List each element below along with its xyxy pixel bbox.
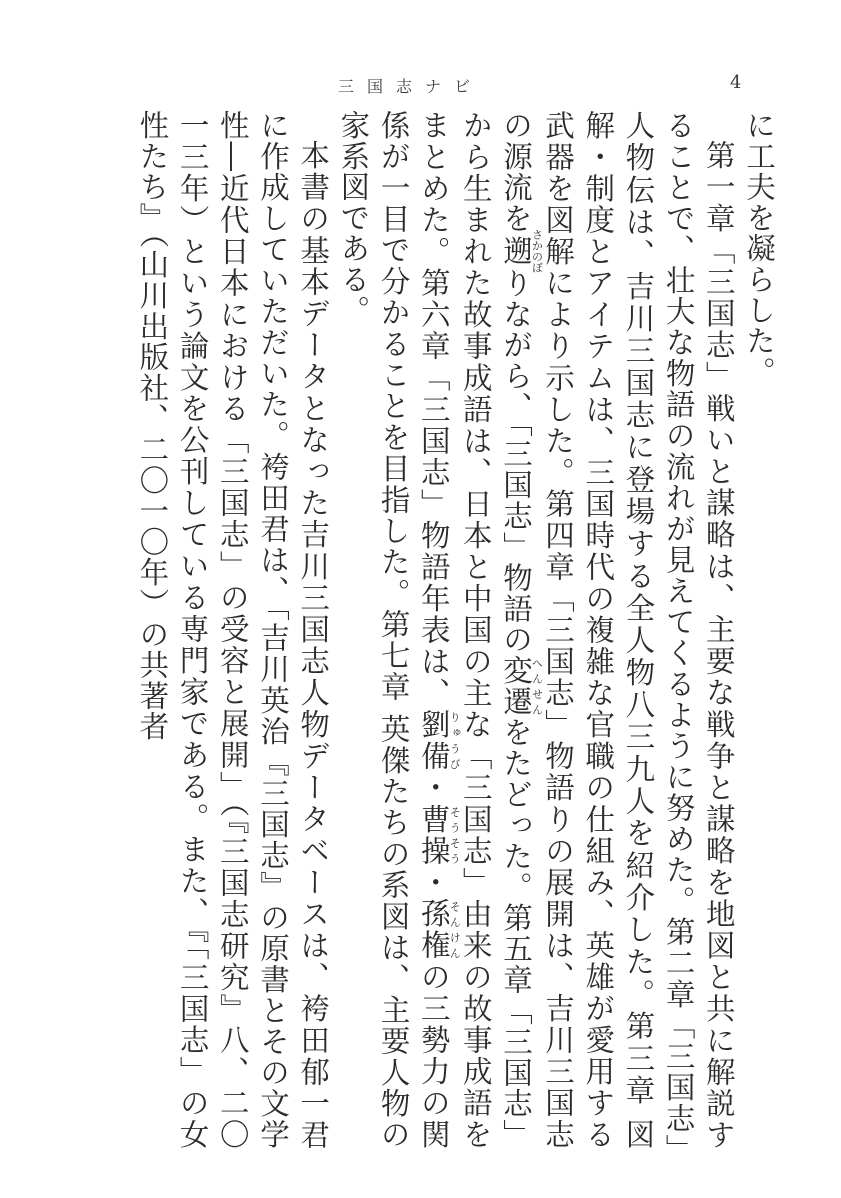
ruby-sakanobo: 遡さかのぼ	[498, 228, 544, 273]
paragraph-chapter-outline: 第一章「三国志」戦いと謀略は、主要な戦争と謀略を地図と共に解説することで、壮大な物語の流れが見えてくるように努めた。第二章「三国志」人物伝は、吉川三国志に登場する全人物八三九人を紹介した。第三章 図解・制度とアイテムは、三国時代の複雑な官職の仕組み、英雄が愛用する武器を図解により示した。第四章「三国志」物語りの展開は、吉川三国志の源流を遡さかのぼりながら、「三国志」物語の変遷へんせんをたどった。第五章「三国志」から生まれた故事成語は、日本と中国の主な「三国志」由来の故事成語をまとめた。第六章「三国志」物語年表は、劉備りゅうび・曹操そうそう・孫権そんけんの三勢力の関係が一目で分かることを目指した。第七章 英傑たちの系図は、主要人物の家系図である。	[336, 110, 736, 1150]
paragraph-database: 本書の基本データとなった吉川三国志人物データベースは、袴田郁一君に作成していただいた。袴田君は、「吉川英治『三国志』の原書とその文学性―近代日本における「三国志」の受容と展開」（『三国志研究』八、二〇一三年）という論文を公刊している専門家である。また、『「三国志」の女性たち』（山川出版社、二〇一〇年）の共著者	[135, 110, 331, 1150]
ruby-hensen: 変遷へんせん	[498, 655, 544, 718]
body-text	[59, 110, 779, 1150]
running-head: 三国志ナビ	[338, 77, 484, 96]
paragraph-continued: に工夫を凝らした。	[742, 110, 776, 388]
ruby-ryubi: 劉備りゅうび	[416, 709, 462, 773]
ruby-sousou: 曹操そうそう	[416, 803, 462, 867]
ruby-sonken: 孫権そんけん	[416, 898, 462, 962]
page-number: 4	[730, 72, 742, 93]
